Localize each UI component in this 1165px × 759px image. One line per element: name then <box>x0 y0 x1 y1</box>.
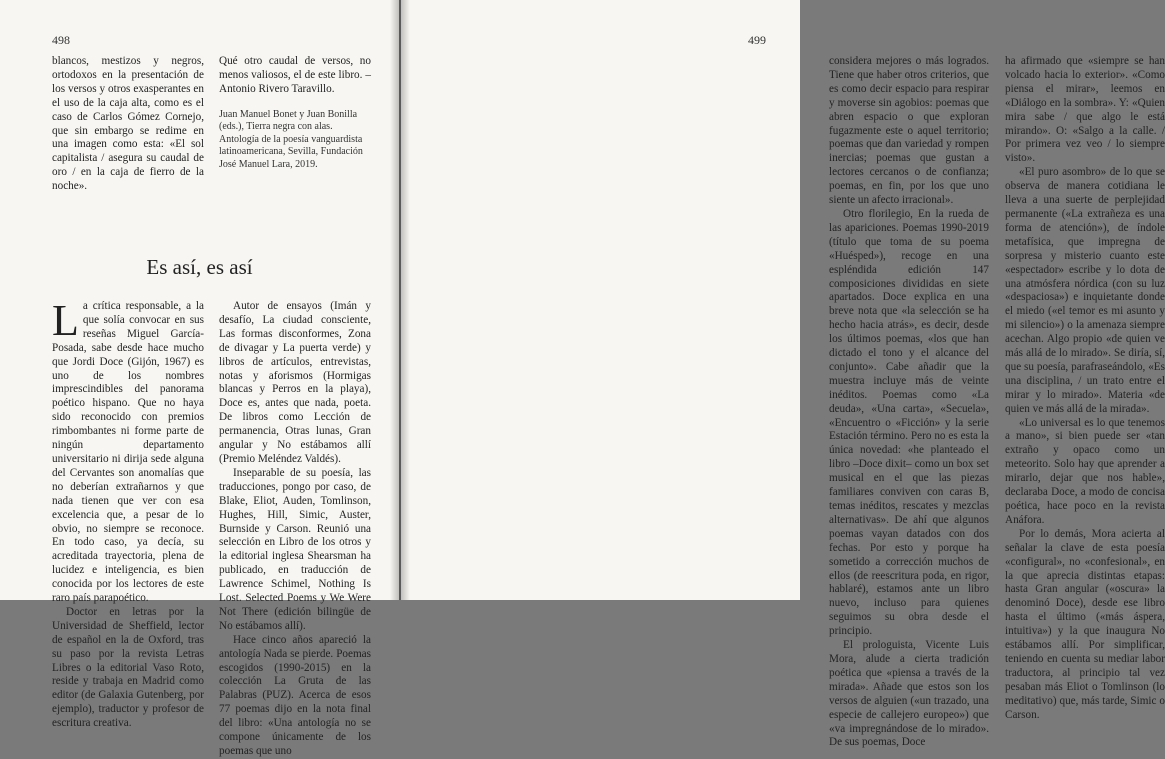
page-number-right: 499 <box>748 33 766 47</box>
paragraph: Otro florilegio, En la rueda de las apariciones. Poemas 1990-2019 (título que toma de su poema «Huésped»), recoge en una espléndida edición 147 composiciones divididas en siete apartados. Doce explica en una breve nota que «la selección se ha hecho hacia atrás», es decir, desde los últimos poemas, «los que han dictado el tono y el alcance del conjunto». Cabe añadir que la muestra incluye más de veinte inéditos. Poemas como «La deuda», «Una carta», «Secuela», «Encuentro o «Ficción» y la serie Estación término. Pero no es esta la única novedad: «he planteado el libro –Doce dixit– como un box set musical en el que las piezas familiares conviven con caras B, temas inéditos, rescates y mezclas alternativas». De ahí que algunos poemas vayan datados con dos fechas. Por esto y porque ha sometido a corrección muchos de ellos (de reescritura poda, en rigor, hablaré), estamos ante un libro nuevo, incluso para quienes seguimos su obra desde el principio. <box>829 207 989 638</box>
paragraph: Autor de ensayos (Imán y desafío, La ciudad consciente, Las formas disconformes, Zona de divagar y La puerta verde) y libros de artículos, entrevistas, notas y aforismos (Hormigas blancas y Perros en la playa), Doce es, antes que nada, poeta. De libros como Lección de permanencia, Otras lunas, Gran angular y No estábamos allí (Premio Meléndez Valdés). <box>219 300 371 465</box>
page-number-left: 498 <box>52 33 70 47</box>
paragraph: Doctor en letras por la Universidad de Sheffield, lector de español en la de Oxford, tras su paso por la revista Letras Libres o la editorial Vaso Roto, reside y trabaja en Madrid como editor (de Galaxia Gutenberg, por ejemplo), traductor y profesor de escritura creativa. <box>52 605 204 730</box>
left-page <box>0 0 399 757</box>
paragraph: considera mejores o más logrados. Tiene que haber otros criterios, que es como decir espacio para respirar y moverse sin agobios: poemas que abren espacio o que exploran fugazmente este o aquel territorio; poemas que dan variedad y rompen inercias; poemas que gustan a lectores cercanos o de confianza; poemas, en fin, por los que uno siente un afecto irracional». <box>829 55 989 207</box>
opening-paragraph-text: a crítica responsable, a la que solía convocar en sus reseñas Miguel García-Posada, sabe desde hace mucho que Jordi Doce (Gijón, 1967) es uno de los nombres imprescindibles del panorama poético hispano. Que no haya sido reconocido con premios rimbombantes ni forme parte de ningún departamento universitario ni dirija sede alguna del Cervantes son anomalías que no deberían extrañarnos y que nada tienen que ver con esa excelencia que, a pesar de lo obvio, no siempre se reconoce. En todo caso, ya decía, su acreditada trayectoria, plena de lucidez e inteligencia, es bien conocida por los lectores de este raro país parapoético. <box>52 300 204 605</box>
paragraph: Inseparable de su poesía, las traducciones, pongo por caso, de Blake, Eliot, Auden, Tomlinson, Hughes, Hill, Simic, Auster, Burnside y Carson. Reunió una selección en Libro de los otros y la editorial inglesa Shearsman ha publicado, en traducción de Lawrence Schimel, Nothing Is Lost. Selected Poems y We Were Not There (edición bilingüe de No estábamos allí). <box>219 466 371 632</box>
left-column-1-top <box>52 55 204 194</box>
left-column-1-body <box>52 296 204 731</box>
paragraph: ha afirmado que «siempre se han volcado hacia lo exterior». «Como piensa el mirar», leemos en «Diálogo en la sombra». Y: «Quien mira sabe / que algo le está mirando». O: «Salgo a la calle. / Por primera vez veo / lo siempre visto». <box>1005 55 1165 165</box>
opening-paragraph <box>52 296 204 606</box>
paragraph: El prologuista, Vicente Luis Mora, alude a cierta tradición poética que «piensa a través de la mirada». Añade que estos son los versos de alguien («un trazado, una especie de callejero europeo») que «va impregnándose de lo mirado». De sus poemas, Doce <box>829 639 989 749</box>
right-column-1 <box>829 55 989 750</box>
left-column-2-top <box>219 55 371 171</box>
review-signature-paragraph: Qué otro caudal de versos, no menos valiosos, el de este libro. –Antonio Rivero Taravillo. <box>219 55 371 95</box>
right-column-2 <box>1005 55 1165 723</box>
book-gutter-shadow <box>390 0 410 600</box>
left-column-2-body <box>219 300 371 759</box>
paragraph: «El puro asombro» de lo que se observa de manera cotidiana le lleva a una suerte de perplejidad permanente («La extrañeza es una forma de atención»), de índole metafísica, que impregna de sorpresa y misterio cuanto este «espectador» escribe y lo dota de una atmósfera nórdica (con su luz «despaciosa») e inquietante donde el miedo («el temor es mi asunto y mi silencio») o la amenaza siempre acechan. Algo propio «de quien ve más allá de lo mirado». Se diría, sí, que su poesía, parafraseándolo, «Es una disciplina, / un trato entre el mirar y lo mirado». Materia «de quien ve más allá de la mirada». <box>1005 166 1165 415</box>
drop-cap: L <box>52 296 79 345</box>
review-ending-paragraph: blancos, mestizos y negros, ortodoxos en la presentación de los versos y otros exasperantes en el uso de la caja alta, como es el caso de Carlos Gómez Cornejo, que sin embargo se redime en una imagen como esta: «El sol capitalista / asegura su caudal de oro / en la caja de fierro de la noche». <box>52 55 204 193</box>
paragraph: «Lo universal es lo que tenemos a mano», si bien puede ser «tan extraño y opaco como un meteorito. Solo hay que aprender a mirarlo, dejar que nos hable», declaraba Doce, a modo de concisa poética, hace poco en la revista Anáfora. <box>1005 416 1165 526</box>
bibliographic-reference: Juan Manuel Bonet y Juan Bonilla (eds.), Tierra negra con alas. Antología de la poesía vanguardista latinoamericana, Sevilla, Fundación José Manuel Lara, 2019. <box>219 108 363 170</box>
paragraph: Hace cinco años apareció la antología Nada se pierde. Poemas escogidos (1990-2015) en la colección La Gruta de las Palabras (PUZ). Acerca de esos 77 poemas dijo en la nota final del libro: «Una antología no se compone únicamente de los poemas que uno <box>219 633 371 757</box>
paragraph: Por lo demás, Mora acierta al señalar la clave de esta poesía «configural», no «confesional», en la que aprecia distintas etapas: hasta Gran angular («oscura» la denominó Doce), desde ese libro hasta el último («más áspera, intuitiva») y la que inaugura No estábamos allí. Por simplificar, teniendo en cuenta su mediar labor traductora, al principio tal vez pesaban más Eliot o Tomlinson (lo meditativo) que, más tarde, Simic o Carson. <box>1005 527 1165 721</box>
right-page <box>401 0 1165 749</box>
article-heading: Es así, es así <box>146 255 253 279</box>
